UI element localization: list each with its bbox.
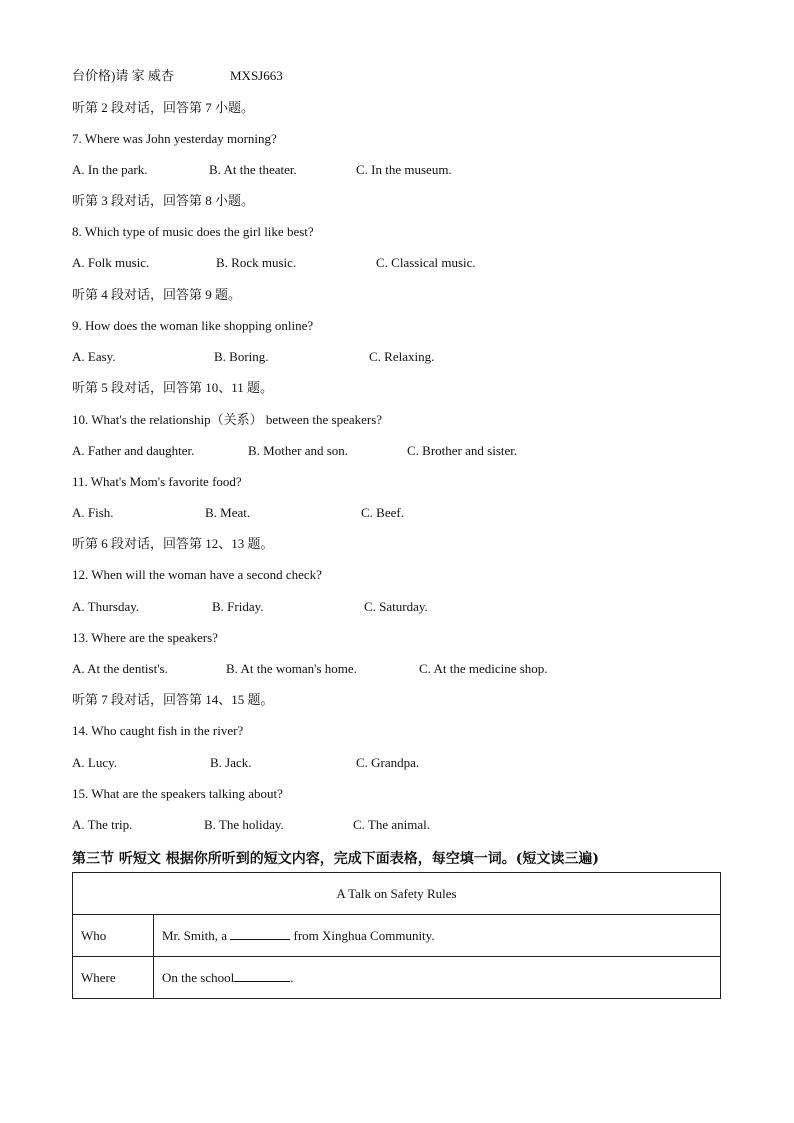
option-a: A. In the park. bbox=[72, 162, 148, 177]
instruction-part-5: 听第 5 段对话，回答第 10、11 题。 bbox=[72, 380, 274, 395]
option-a: A. The trip. bbox=[72, 817, 133, 832]
table-title: A Talk on Safety Rules bbox=[73, 873, 721, 915]
question-9: 9. How does the woman like shopping online? bbox=[72, 318, 314, 333]
question-11: 11. What's Mom's favorite food? bbox=[72, 474, 242, 489]
question-15: 15. What are the speakers talking about? bbox=[72, 786, 283, 801]
option-c: C. Saturday. bbox=[364, 599, 428, 614]
option-b: B. Rock music. bbox=[216, 255, 297, 270]
header-left-text: 台价格)请 家 威杏 bbox=[72, 68, 174, 83]
instruction-part-2: 听第 2 段对话，回答第 7 小题。 bbox=[72, 100, 255, 115]
option-c: C. Beef. bbox=[361, 505, 404, 520]
option-c: C. Grandpa. bbox=[356, 755, 420, 770]
instruction-part-7: 听第 7 段对话，回答第 14、15 题。 bbox=[72, 692, 274, 707]
question-8: 8. Which type of music does the girl like best? bbox=[72, 224, 314, 239]
option-a: A. Thursday. bbox=[72, 599, 140, 614]
question-13: 13. Where are the speakers? bbox=[72, 630, 218, 645]
option-b: B. Friday. bbox=[212, 599, 264, 614]
option-b: B. Meat. bbox=[205, 505, 251, 520]
option-c: C. In the museum. bbox=[356, 162, 452, 177]
question-10: 10. What's the relationship（关系） between the speakers? bbox=[72, 412, 383, 427]
who-text-before: Mr. Smith, a bbox=[162, 928, 231, 943]
option-b: B. Jack. bbox=[210, 755, 252, 770]
question-7: 7. Where was John yesterday morning? bbox=[72, 131, 277, 146]
option-a: A. Father and daughter. bbox=[72, 443, 195, 458]
where-text-after: . bbox=[290, 970, 294, 985]
option-b: B. At the theater. bbox=[209, 162, 297, 177]
option-b: B. Boring. bbox=[214, 349, 269, 364]
table-row bbox=[73, 957, 721, 999]
row-label-who: Who bbox=[73, 915, 154, 957]
option-a: A. Easy. bbox=[72, 349, 116, 364]
option-b: B. Mother and son. bbox=[248, 443, 349, 458]
option-a: A. Folk music. bbox=[72, 255, 150, 270]
safety-rules-table bbox=[72, 872, 721, 999]
instruction-part-4: 听第 4 段对话，回答第 9 题。 bbox=[72, 287, 242, 302]
option-c: C. At the medicine shop. bbox=[419, 661, 548, 676]
who-answer-blank[interactable] bbox=[230, 927, 290, 940]
table-title-row bbox=[73, 873, 721, 915]
question-12: 12. When will the woman have a second check? bbox=[72, 567, 322, 582]
where-answer-blank[interactable] bbox=[234, 969, 290, 982]
row-content-who bbox=[154, 915, 721, 957]
option-c: C. Classical music. bbox=[376, 255, 476, 270]
option-c: C. Brother and sister. bbox=[407, 443, 518, 458]
option-c: C. Relaxing. bbox=[369, 349, 435, 364]
table-row bbox=[73, 915, 721, 957]
where-text-before: On the school bbox=[162, 970, 235, 985]
question-14: 14. Who caught fish in the river? bbox=[72, 723, 244, 738]
option-a: A. At the dentist's. bbox=[72, 661, 168, 676]
option-a: A. Fish. bbox=[72, 505, 114, 520]
header-code: MXSJ663 bbox=[230, 68, 283, 83]
option-a: A. Lucy. bbox=[72, 755, 118, 770]
instruction-part-3: 听第 3 段对话，回答第 8 小题。 bbox=[72, 193, 255, 208]
option-c: C. The animal. bbox=[353, 817, 431, 832]
option-b: B. At the woman's home. bbox=[226, 661, 357, 676]
section-3-title: 第三节 听短文 根据你所听到的短文内容，完成下面表格，每空填一词。(短文读三遍) bbox=[72, 851, 599, 867]
instruction-part-6: 听第 6 段对话，回答第 12、13 题。 bbox=[72, 536, 274, 551]
row-content-where bbox=[154, 957, 721, 999]
who-text-after: from Xinghua Community. bbox=[290, 928, 435, 943]
row-label-where: Where bbox=[73, 957, 154, 999]
option-b: B. The holiday. bbox=[204, 817, 284, 832]
